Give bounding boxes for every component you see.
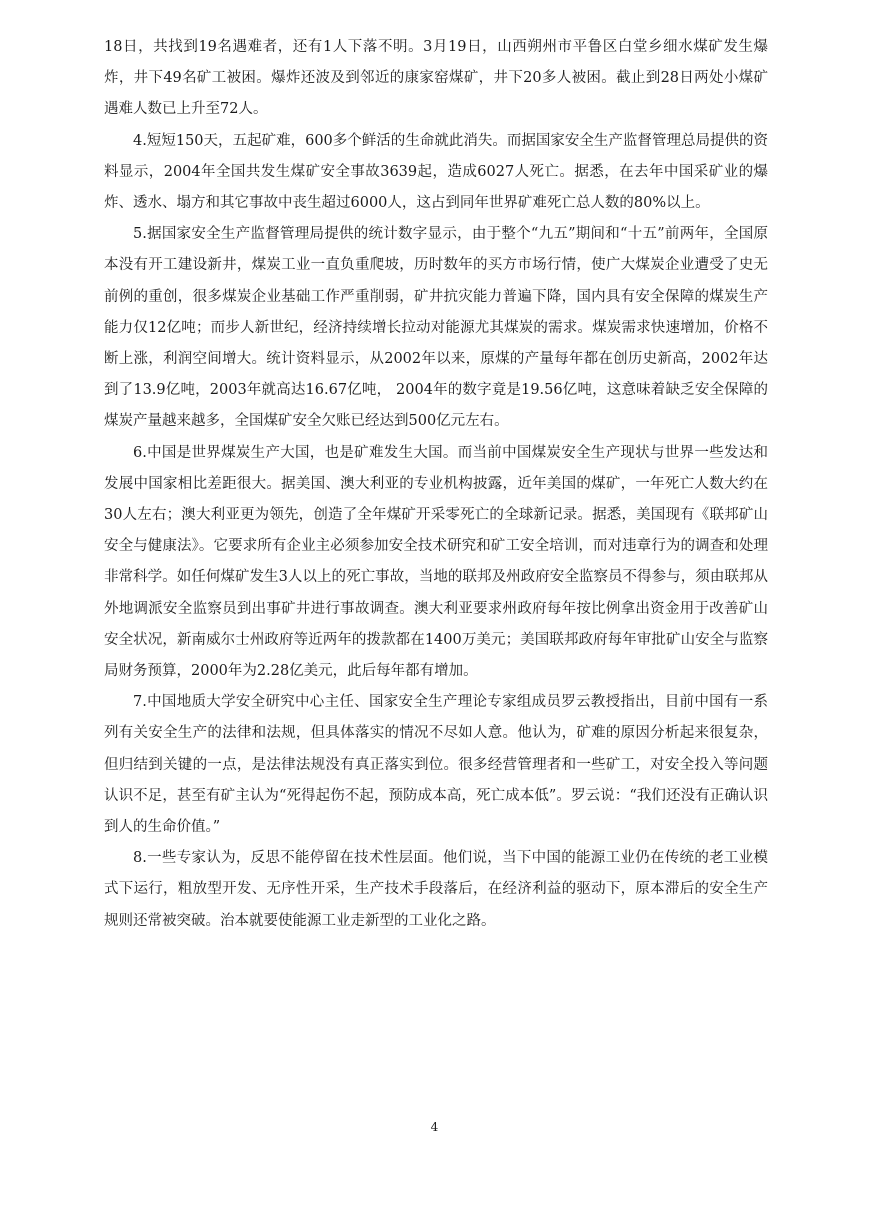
paragraph-item-5: 5.据国家安全生产监督管理局提供的统计数字显示，由于整个“九五”期间和“十五”前两年，全国原本没有开工建设新井，煤炭工业一直负重爬坡，历时数年的买方市场行情，使广大煤炭企业遭受了史无前例的重创，很多煤炭企业基础工作严重削弱，矿井抗灾能力普遍下降，国内具有安全保障的煤炭生产能力仅12亿吨；而步人新世纪，经济持续增长拉动对能源尤其煤炭的需求。煤炭需求快速增加，价格不断上涨，利润空间增大。统计资料显示，从2002年以来，原煤的产量每年都在创历史新高，2002年达到了13.9亿吨，2003年就高达16.67亿吨， 2004年的数字竟是19.56亿吨，这意味着缺乏安全保障的煤炭产量越来越多，全国煤矿安全欠账已经达到500亿元左右。 xyxy=(104,226,768,430)
page-number: 4 xyxy=(430,1120,439,1134)
paragraph-item-8: 8.一些专家认为，反思不能停留在技术性层面。他们说，当下中国的能源工业仍在传统的老工业模式下运行，粗放型开发、无序性开采，生产技术手段落后，在经济利益的驱动下，原本滞后的安全生产规则还常被突破。治本就要使能源工业走新型的工业化之路。 xyxy=(104,850,768,929)
paragraph-item-6: 6.中国是世界煤炭生产大国，也是矿难发生大国。而当前中国煤炭安全生产现状与世界一些发达和发展中国家相比差距很大。据美国、澳大利亚的专业机构披露，近年美国的煤矿，一年死亡人数大约在30人左右；澳大利亚更为领先，创造了全年煤矿开采零死亡的全球新记录。据悉，美国现有《联邦矿山安全与健康法》。它要求所有企业主必须参加安全技术研究和矿工安全培训，而对违章行为的调查和处理非常科学。如任何煤矿发生3人以上的死亡事故，当地的联邦及州政府安全监察员不得参与，须由联邦从外地调派安全监察员到出事矿井进行事故调查。澳大利亚要求州政府每年按比例拿出资金用于改善矿山安全状况，新南威尔士州政府等近两年的拨款都在1400万美元；美国联邦政府每年审批矿山安全与监察局财务预算，2000年为2.28亿美元，此后每年都有增加。 xyxy=(104,444,768,680)
body-text xyxy=(104,32,768,937)
paragraph-item-4: 4.短短150天，五起矿难，600多个鲜活的生命就此消失。而据国家安全生产监督管理总局提供的资料显示，2004年全国共发生煤矿安全事故3639起，造成6027人死亡。据悉，在去年中国采矿业的爆炸、透水、塌方和其它事故中丧生超过6000人，这占到同年世界矿难死亡总人数的80%以上。 xyxy=(104,132,768,212)
paragraph-item-7: 7.中国地质大学安全研究中心主任、国家安全生产理论专家组成员罗云教授指出，目前中国有一系列有关安全生产的法律和法规，但具体落实的情况不尽如人意。他认为，矿难的原因分析起来很复杂，但归结到关键的一点，是法律法规没有真正落实到位。很多经营管理者和一些矿工，对安全投入等问题认识不足，甚至有矿主认为“死得起伤不起，预防成本高，死亡成本低”。罗云说：“我们还没有正确认识到人的生命价值。” xyxy=(104,694,768,836)
paragraph-continuation: 18日，共找到19名遇难者，还有1人下落不明。3月19日，山西朔州市平鲁区白堂乡细水煤矿发生爆炸，井下49名矿工被困。爆炸还波及到邻近的康家窑煤矿，井下20多人被困。截止到28日两处小煤矿遇难人数已上升至72人。 xyxy=(104,39,768,118)
